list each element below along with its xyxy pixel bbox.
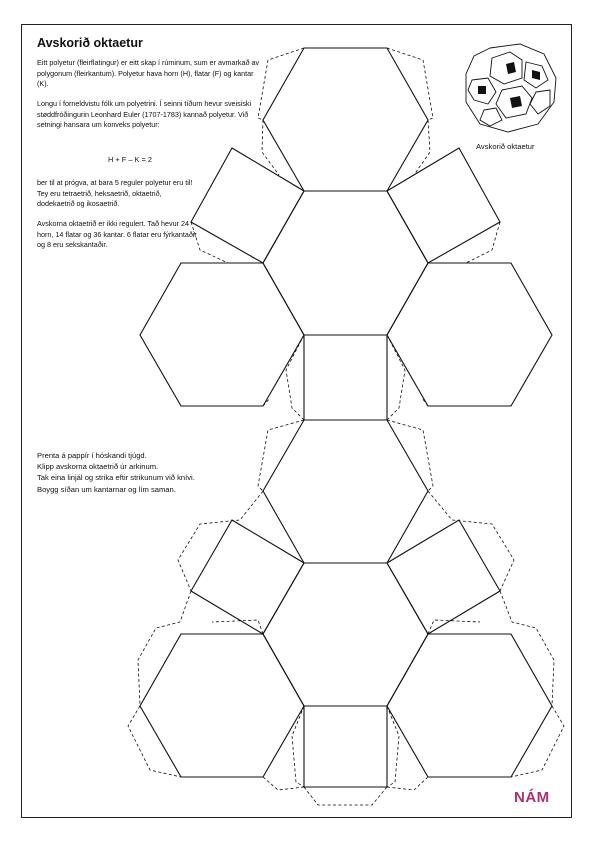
instructions-block [37, 450, 277, 495]
instruction-line: Tak eina linjál og strika eftir strikunum við knívi. [37, 473, 195, 483]
glue-flap [387, 335, 405, 420]
hexagon-face [263, 420, 428, 563]
regular-polyhedra-paragraph: ber til at prógva, at bara 5 reguler polyetur eru til! Tey eru tetraetrið, heksaetrið, oktaetrið, dodekaetrið og ikosaetrið. [37, 178, 193, 209]
instruction-line: Boygg síðan um kantarnar og lím saman. [37, 484, 176, 494]
glue-flap [387, 48, 433, 120]
square-face [387, 148, 500, 263]
glue-flap [511, 706, 564, 777]
page-title: Avskorið oktaetur [37, 36, 143, 50]
instruction-line: Prenta á pappír í hóskandi tjúgd. [37, 451, 147, 460]
glue-flap [292, 706, 304, 787]
glue-flap [500, 591, 554, 706]
glue-flap [387, 420, 433, 491]
hexagon-face [387, 263, 552, 406]
truncated-octahedron-illustration [462, 40, 562, 136]
square-face [387, 520, 500, 634]
hexagon-face [140, 634, 304, 777]
history-paragraph: Longu í forneldvistu fólk um polyetrini. Í seinni tíðum hevur sveisiski støddfróðingurin Leonhard Euler (1707-1783) kannað polyetur. Við setningi hansara um konveks polyetur: [37, 99, 252, 130]
glue-flap [128, 706, 181, 777]
hexagon-face [140, 263, 304, 406]
square-face [304, 335, 387, 420]
illustration-caption: Avskorið oktaetur [476, 142, 535, 151]
glue-flap [304, 787, 387, 805]
hexagon-face [263, 48, 428, 191]
instruction-line: Klipp avskorna oktaetrið úr arkinum. [37, 462, 159, 472]
square-face [304, 706, 387, 787]
euler-formula: H + F – K = 2 [108, 155, 152, 164]
hexagon-face [263, 191, 428, 335]
square-face [191, 520, 304, 634]
truncated-description-paragraph: Avskorna oktaetrið er ikki regulert. Tað hevur 24 horn, 14 flatar og 36 kantar. 6 flatar eru fýrkantaðir og 8 eru sekskantaðir. [37, 219, 197, 250]
hexagon-face [387, 634, 552, 777]
square-face [191, 148, 304, 263]
glue-flap [212, 620, 263, 634]
glue-flap [422, 398, 428, 406]
glue-flap [286, 335, 304, 420]
glue-flap [428, 620, 480, 634]
glue-flap [466, 222, 500, 263]
hexagon-face [263, 563, 428, 706]
glue-flap [263, 777, 304, 790]
glue-flap [138, 591, 191, 706]
glue-flap [387, 777, 428, 790]
nam-logo: NÁM [514, 789, 550, 806]
glue-flap [387, 706, 399, 787]
intro-paragraph: Eitt polyetur (fleirflatingur) er eitt skap í rúminum, sum er avmarkað av polygonum (fleirkantum). Polyetur hava horn (H), flatar (F) og kantar (K). [37, 58, 260, 89]
